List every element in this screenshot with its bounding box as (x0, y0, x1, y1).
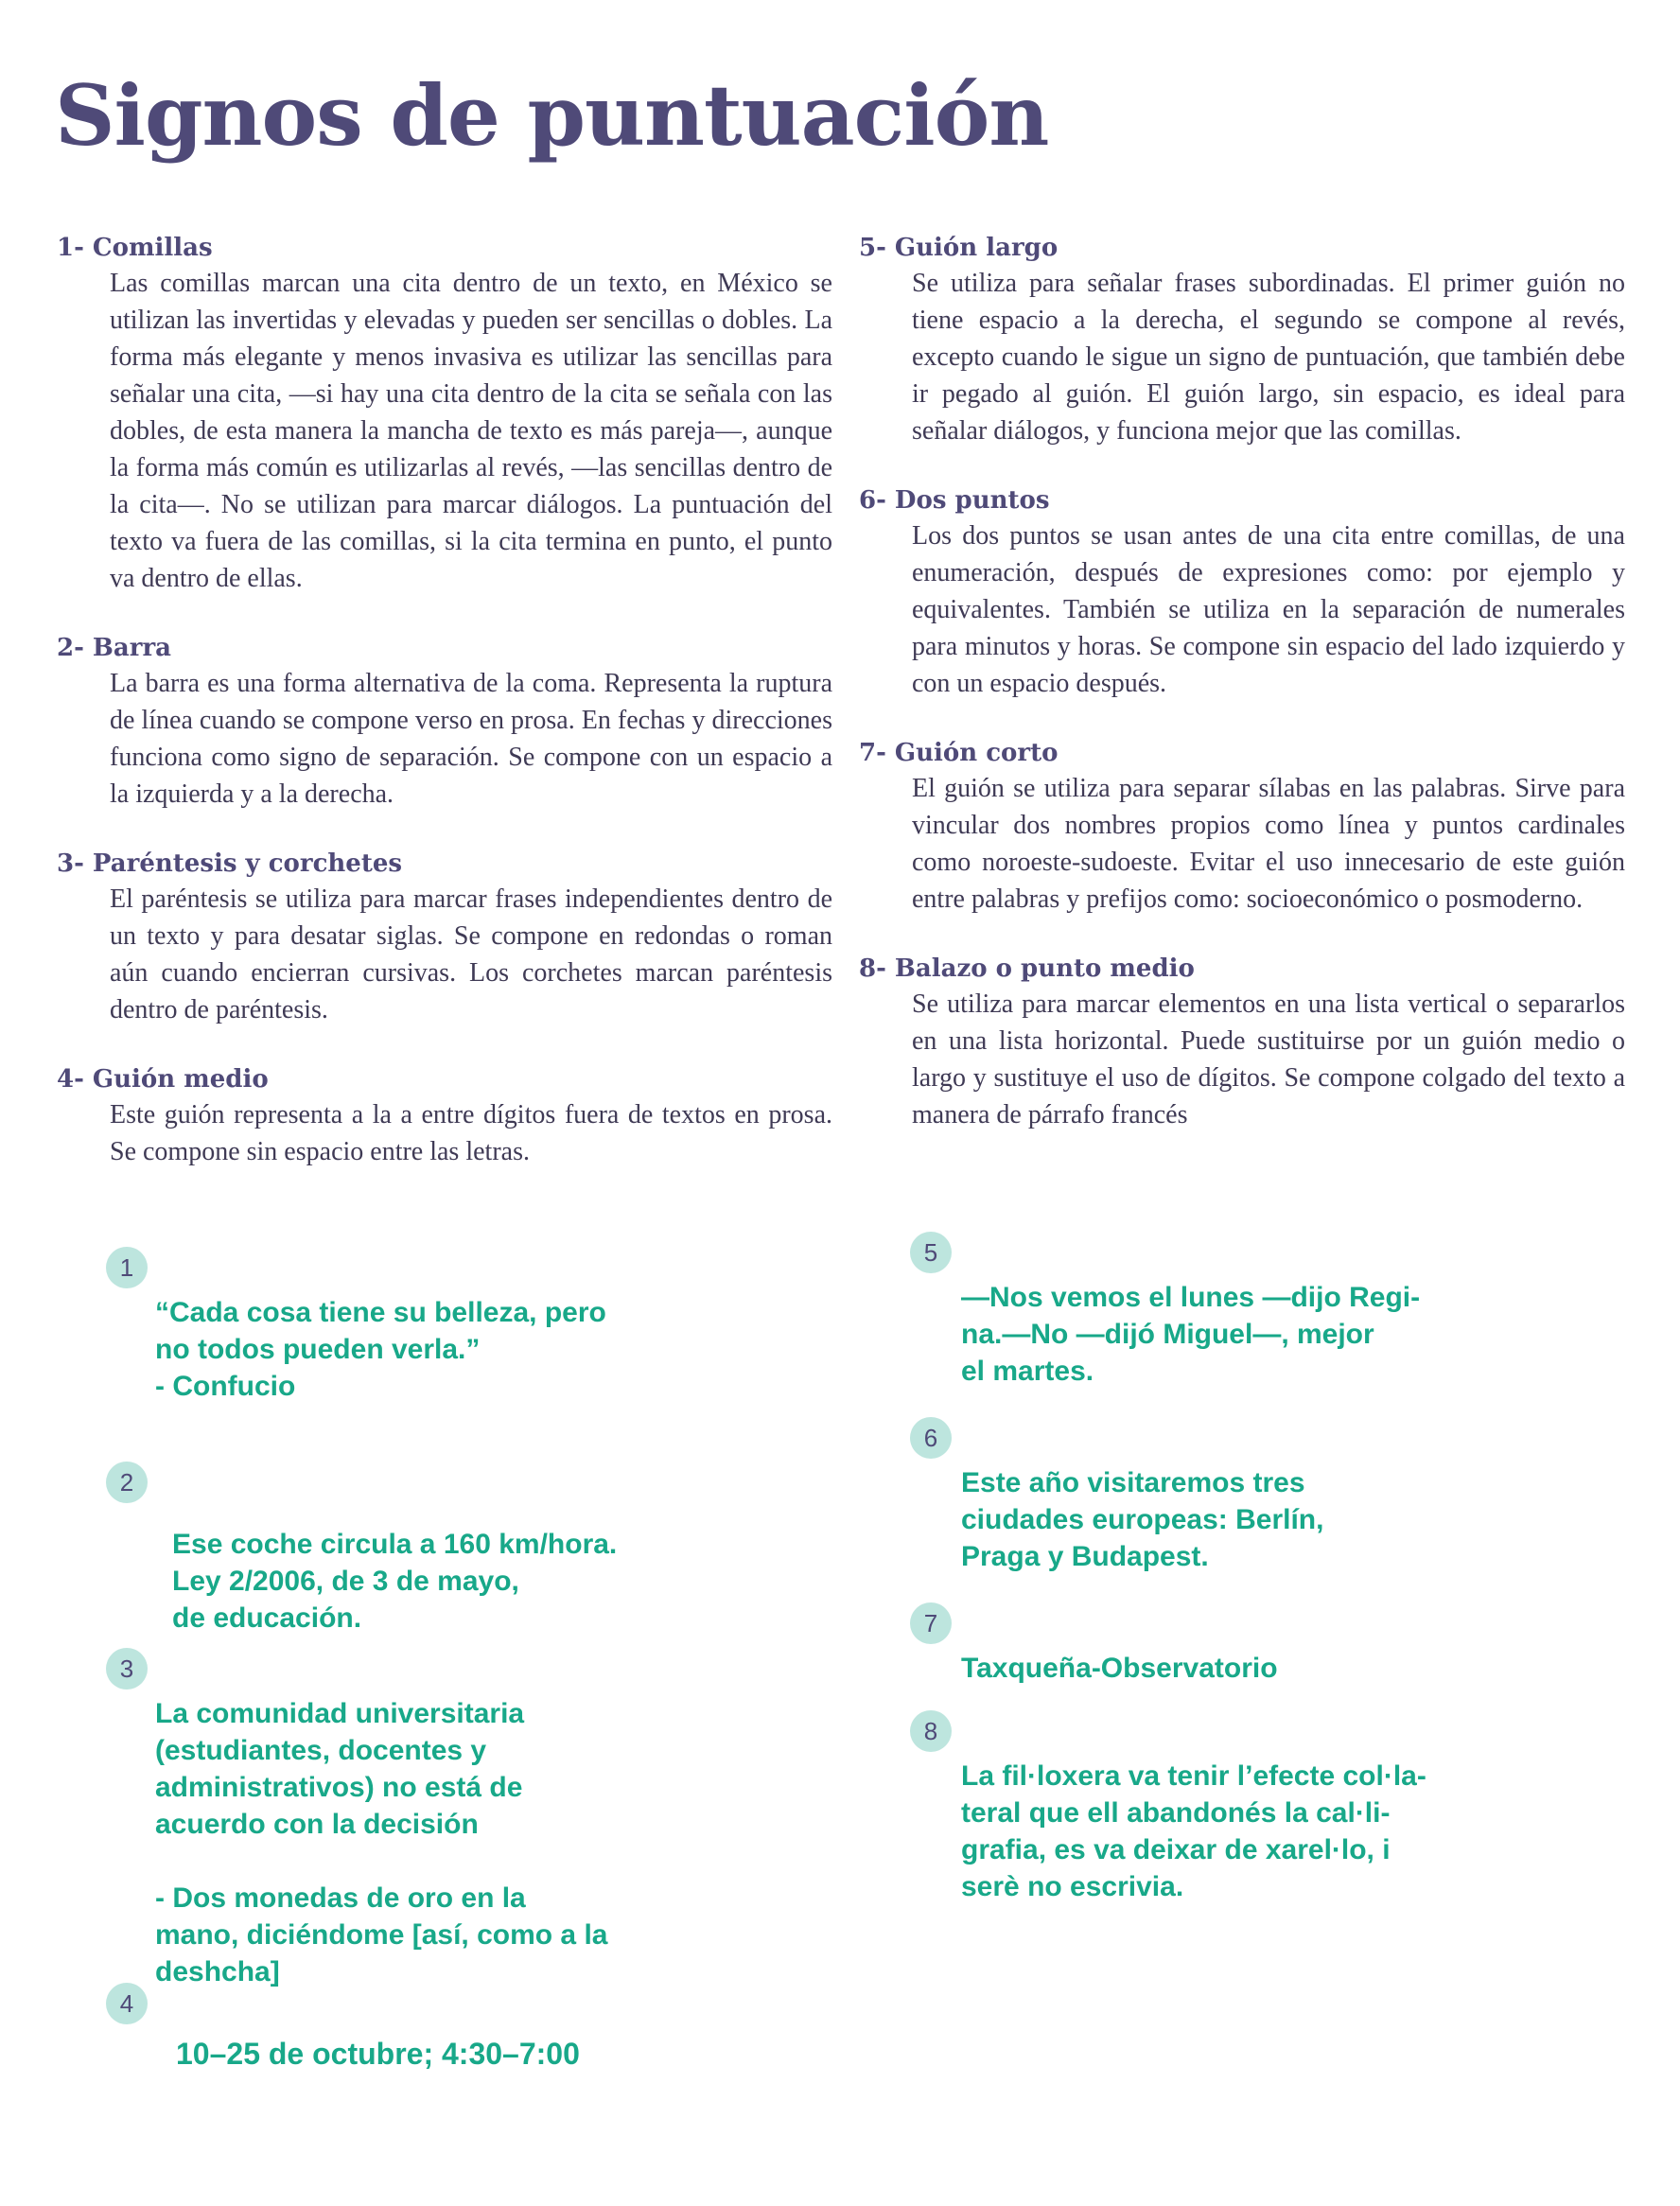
section-guion-largo (859, 231, 1625, 449)
section-dos-puntos (859, 483, 1625, 702)
example-text: Este año visitaremos tres ciudades europeas: Berlín, Praga y Budapest. (961, 1467, 1324, 1572)
example-3 (106, 1648, 607, 1990)
section-body: Los dos puntos se usan antes de una cita entre comillas, de una enumeración, después de expresiones como: por ejemplo y equivalentes. También se utiliza en la separación de numerales para minutos y horas. Se compone sin espacio del lado izquierdo y con un espacio después. (912, 521, 1625, 698)
example-number-badge: 4 (106, 1983, 148, 2024)
section-body: Se utiliza para marcar elementos en una lista vertical o separarlos en una lista horizontal. Puede sustituirse por un guión medio o largo y sustituye el uso de dígitos. Se compone colgado del texto a manera de párrafo francés (912, 989, 1625, 1129)
section-heading: 3- Paréntesis y corchetes (57, 849, 403, 878)
example-number-badge: 7 (910, 1602, 952, 1644)
section-balazo (859, 952, 1625, 1133)
example-number-badge: 5 (910, 1232, 952, 1273)
section-body: Las comillas marcan una cita dentro de un texto, en México se utilizan las invertidas y elevadas y pueden ser sencillas o dobles. La forma más elegante y menos invasiva es utilizar las sencillas para señalar una cita, —si hay una cita dentro de la cita se señala con las dobles, de esta manera la mancha de texto es más pareja—, aunque la forma más común es utilizarlas al revés, —las sencillas dentro de la cita—. No se utilizan para marcar diálogos. La puntuación del texto va fuera de las comillas, si la cita termina en punto, el punto va dentro de ellas. (110, 269, 832, 593)
section-guion-corto (859, 736, 1625, 918)
example-text: Taxqueña-Observatorio (961, 1653, 1278, 1684)
example-8 (910, 1710, 1426, 1905)
example-number-badge: 2 (106, 1462, 148, 1503)
example-text: Ese coche circula a 160 km/hora. Ley 2/2006, de 3 de mayo, de educación. (172, 1529, 618, 1634)
example-number-badge: 1 (106, 1247, 148, 1288)
section-guion-medio (57, 1062, 832, 1170)
section-barra (57, 631, 832, 813)
example-6 (910, 1417, 1323, 1575)
example-text: —Nos vemos el lunes —dijo Regi- na.—No —dijó Miguel—, mejor el martes. (961, 1282, 1421, 1387)
section-body: La barra es una forma alternativa de la coma. Representa la ruptura de línea cuando se compone verso en prosa. En fechas y direcciones funciona como signo de separación. Se compone con un espacio a la izquierda y a la derecha. (110, 669, 832, 809)
page-title: Signos de puntuación (55, 66, 1049, 165)
example-text: La fil·loxera va tenir l’efecte col·la- teral que ell abandonés la cal·li- grafia, es va deixar de xarel·lo, i serè no escrivia. (961, 1760, 1426, 1902)
section-comillas (57, 231, 832, 597)
right-column (859, 231, 1625, 1167)
example-text: La comunidad universitaria (estudiantes, docentes y administrativos) no está de acuerdo con la decisión - Dos monedas de oro en la mano, diciéndome [así, como a la deshcha] (155, 1698, 608, 1987)
section-parentesis (57, 847, 832, 1028)
example-5 (910, 1232, 1420, 1390)
left-column (57, 231, 832, 1204)
section-heading: 8- Balazo o punto medio (859, 954, 1195, 983)
section-heading: 5- Guión largo (859, 234, 1059, 262)
section-body: Se utiliza para señalar frases subordinadas. El primer guión no tiene espacio a la derecha, el segundo se compone al revés, excepto cuando le sigue un signo de puntuación, que también debe ir pegado al guión. El guión largo, sin espacio, es ideal para señalar diálogos, y funciona mejor que las comillas. (912, 269, 1625, 446)
section-body: Este guión representa a la a entre dígitos fuera de textos en prosa. Se compone sin espacio entre las letras. (110, 1100, 832, 1166)
section-heading: 1- Comillas (57, 234, 213, 262)
example-number-badge: 8 (910, 1710, 952, 1752)
section-heading: 6- Dos puntos (859, 486, 1050, 515)
section-heading: 7- Guión corto (859, 739, 1059, 767)
example-text: 10–25 de octubre; 4:30–7:00 (176, 2037, 580, 2071)
example-number-badge: 6 (910, 1417, 952, 1459)
example-4 (106, 1983, 580, 2073)
section-body: El paréntesis se utiliza para marcar frases independientes dentro de un texto y para desatar siglas. Se compone en redondas o roman aún cuando encierran cursivas. Los corchetes marcan paréntesis dentro de paréntesis. (110, 884, 832, 1024)
example-2 (106, 1462, 617, 1637)
example-7 (910, 1602, 1278, 1687)
example-text: “Cada cosa tiene su belleza, pero no todos pueden verla.” - Confucio (155, 1297, 606, 1402)
example-1 (106, 1247, 606, 1405)
section-heading: 4- Guión medio (57, 1065, 269, 1094)
section-heading: 2- Barra (57, 634, 171, 662)
example-number-badge: 3 (106, 1648, 148, 1690)
section-body: El guión se utiliza para separar sílabas en las palabras. Sirve para vincular dos nombres propios como línea y puntos cardinales como noroeste-sudoeste. Evitar el uso innecesario de este guión entre palabras y prefijos como: socioeconómico o posmoderno. (912, 774, 1625, 914)
